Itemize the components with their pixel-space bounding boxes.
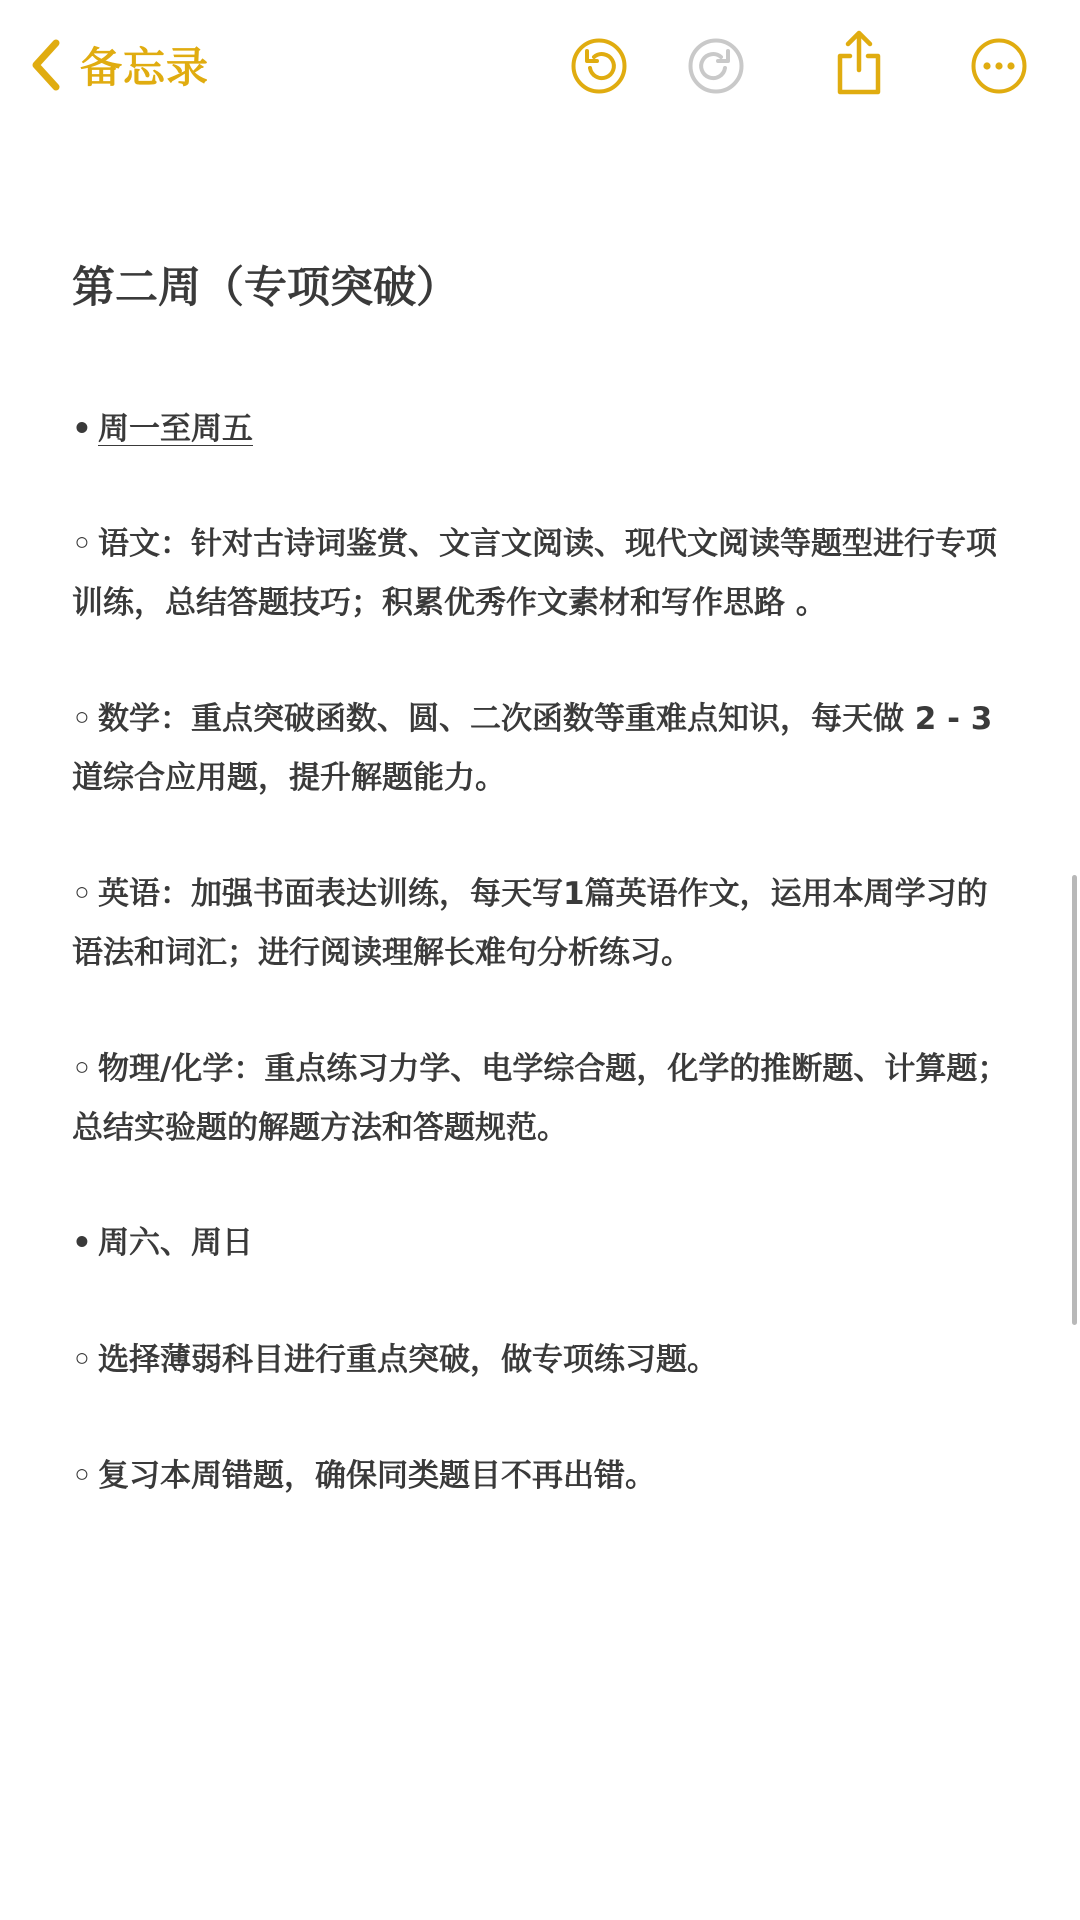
scroll-indicator[interactable]	[1072, 875, 1077, 1325]
share-icon	[830, 30, 888, 96]
section-heading: 周六、周日	[98, 1225, 253, 1261]
list-item-weekend	[72, 1214, 1012, 1273]
navigation-bar	[0, 0, 1080, 135]
sub-bullet-marker: ◦	[72, 1458, 92, 1494]
back-button[interactable]	[28, 34, 209, 96]
item-text: 物理/化学：重点练习力学、电学综合题，化学的推断题、计算题；总结实验题的解题方法和答题规范。	[72, 1051, 1009, 1146]
list-item-english	[72, 865, 1012, 983]
list-item-physics-chemistry	[72, 1040, 1012, 1158]
sub-bullet-marker: ◦	[72, 701, 92, 737]
more-icon	[970, 37, 1028, 95]
undo-button[interactable]	[570, 37, 628, 95]
list-item-math	[72, 690, 1012, 808]
sub-bullet-marker: ◦	[72, 526, 92, 562]
item-text: 语文：针对古诗词鉴赏、文言文阅读、现代文阅读等题型进行专项训练，总结答题技巧；积累优秀作文素材和写作思路 。	[72, 526, 997, 621]
redo-icon	[687, 37, 745, 95]
list-item-review-mistakes	[72, 1447, 1012, 1506]
note-title: 第二周（专项突破）	[72, 263, 459, 313]
section-heading: 周一至周五	[98, 411, 253, 447]
list-item-chinese	[72, 515, 1012, 633]
bullet-marker: •	[72, 411, 92, 447]
undo-icon	[570, 37, 628, 95]
item-text: 选择薄弱科目进行重点突破，做专项练习题。	[98, 1342, 718, 1378]
sub-bullet-marker: ◦	[72, 1051, 92, 1087]
sub-bullet-marker: ◦	[72, 876, 92, 912]
item-text: 英语：加强书面表达训练，每天写1篇英语作文，运用本周学习的语法和词汇；进行阅读理解长难句分析练习。	[72, 876, 988, 971]
back-label: 备忘录	[80, 43, 210, 92]
list-item-weak-subjects	[72, 1331, 1012, 1390]
bullet-marker: •	[72, 1225, 92, 1261]
redo-button[interactable]	[687, 37, 745, 95]
item-text: 数学：重点突破函数、圆、二次函数等重难点知识，每天做 2 - 3道综合应用题，提升解题能力。	[72, 701, 993, 796]
note-content[interactable]	[72, 258, 1012, 1494]
chevron-left-icon	[28, 37, 62, 93]
more-button[interactable]	[970, 37, 1028, 95]
sub-bullet-marker: ◦	[72, 1342, 92, 1378]
list-item-weekdays	[72, 400, 1012, 459]
share-button[interactable]	[830, 30, 888, 96]
item-text: 复习本周错题，确保同类题目不再出错。	[98, 1458, 656, 1494]
